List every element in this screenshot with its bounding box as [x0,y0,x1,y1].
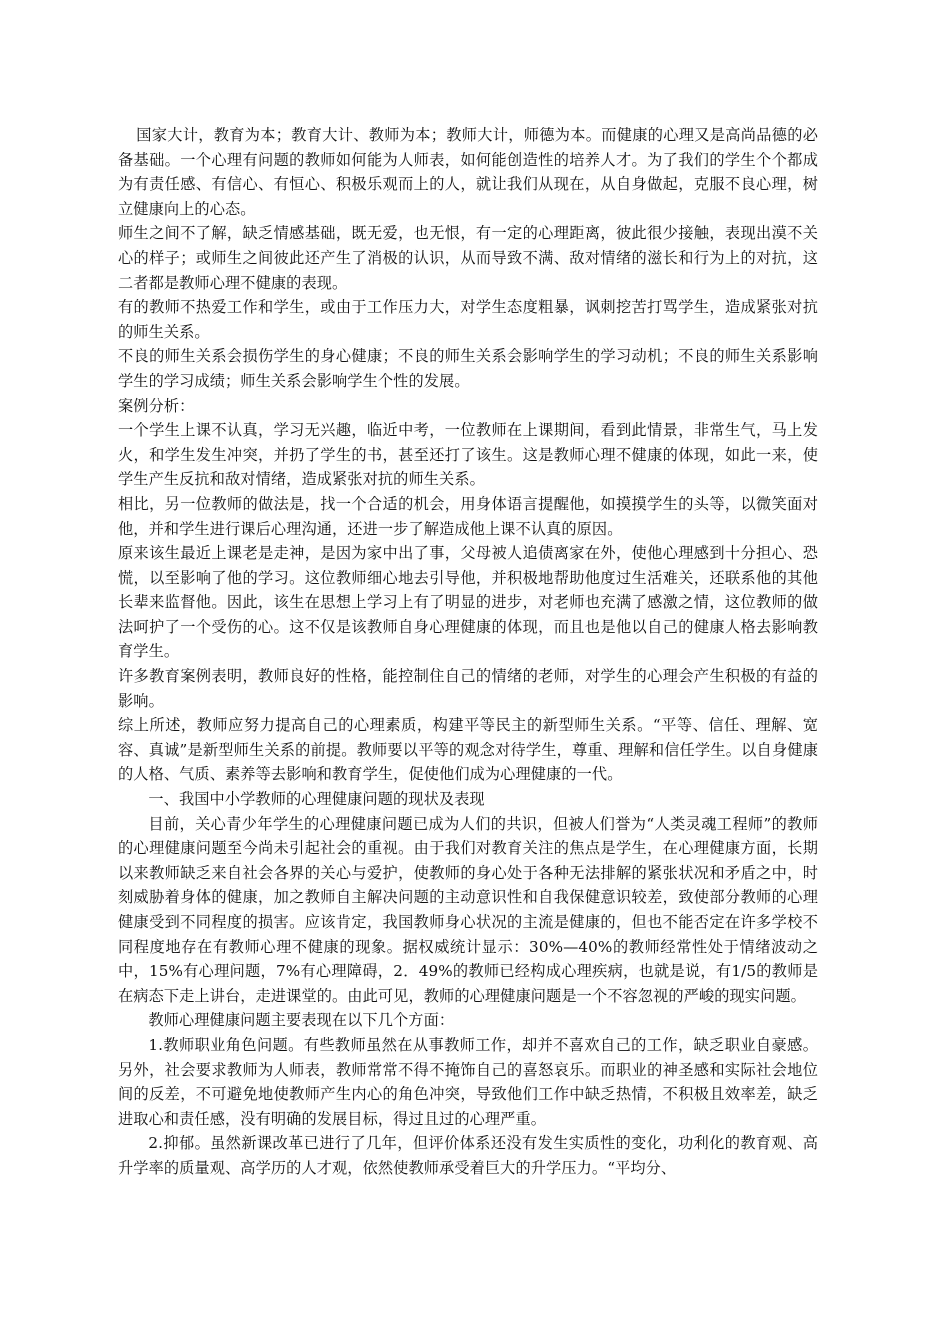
paragraph: 师生之间不了解，缺乏情感基础，既无爱，也无恨，有一定的心理距离，彼此很少接触，表现出漠不关心的样子；或师生之间彼此还产生了消极的认识，从而导致不满、敌对情绪的滋长和行为上的对抗，这二者都是教师心理不健康的表现。 [118,224,818,292]
paragraph: 1.教师职业角色问题。有些教师虽然在从事教师工作，却并不喜欢自己的工作，缺乏职业自豪感。另外，社会要求教师为人师表，教师常常不得不掩饰自己的喜怒哀乐。而职业的神圣感和实际社会地位间的反差，不可避免地使教师产生内心的角色冲突，导致他们工作中缺乏热情，不积极且效率差，缺乏进取心和责任感，没有明确的发展目标，得过且过的心理严重。 [118,1035,818,1128]
paragraph: 不良的师生关系会损伤学生的身心健康；不良的师生关系会影响学生的学习动机；不良的师生关系影响学生的学习成绩；师生关系会影响学生个性的发展。 [118,347,818,390]
paragraph: 原来该生最近上课老是走神，是因为家中出了事，父母被人追债离家在外，使他心理感到十分担心、恐慌，以至影响了他的学习。这位教师细心地去引导他，并积极地帮助他度过生活难关，还联系他的其他长辈来监督他。因此，该生在思想上学习上有了明显的进步，对老师也充满了感激之情，这位教师的做法呵护了一个受伤的心。这不仅是该教师自身心理健康的体现，而且也是他以自己的健康人格去影响教育学生。 [118,544,818,661]
paragraph: 许多教育案例表明，教师良好的性格，能控制住自己的情绪的老师，对学生的心理会产生积极的有益的影响。 [118,667,818,710]
paragraph: 国家大计，教育为本；教育大计、教师为本；教师大计，师德为本。而健康的心理又是高尚品德的必备基础。一个心理有问题的教师如何能为人师表，如何能创造性的培养人才。为了我们的学生个个都成为有责任感、有信心、有恒心、积极乐观而上的人，就让我们从现在，从自身做起，克服不良心理，树立健康向上的心态。 [118,126,818,218]
section-label: 案例分析： [118,396,195,415]
document-page [118,123,818,1181]
paragraph: 2.抑郁。虽然新课改革已进行了几年，但评价体系还没有发生实质性的变化，功利化的教育观、高升学率的质量观、高学历的人才观，依然使教师承受着巨大的升学压力。“平均分、 [118,1134,818,1177]
paragraph: 相比，另一位教师的做法是，找一个合适的机会，用身体语言提醒他，如摸摸学生的头等，以微笑面对他，并和学生进行课后心理沟通，还进一步了解造成他上课不认真的原因。 [118,494,818,538]
section-heading: 一、我国中小学教师的心理健康问题的现状及表现 [148,790,485,809]
paragraph: 教师心理健康问题主要表现在以下几个方面： [148,1011,455,1030]
paragraph: 目前，关心青少年学生的心理健康问题已成为人们的共识，但被人们誉为“人类灵魂工程师”的教师的心理健康问题至今尚未引起社会的重视。由于我们对教育关注的焦点是学生，在心理健康方面，长期以来教师缺乏来自社会各界的关心与爱护，使教师的身心处于各种无法排解的紧张状况和矛盾之中，时刻威胁着身体的健康，加之教师自主解决问题的主动意识性和自我保健意识较差，致使部分教师的心理健康受到不同程度的损害。应该肯定，我国教师身心状况的主流是健康的，但也不能否定在许多学校不同程度地存在有教师心理不健康的现象。据权威统计显示：30%—40%的教师经常性处于情绪波动之中，15%有心理问题，7%有心理障碍，2．49%的教师已经构成心理疾病，也就是说，有1/5的教师是在病态下走上讲台，走进课堂的。由此可见，教师的心理健康问题是一个不容忽视的严峻的现实问题。 [118,814,818,1005]
paragraph: 有的教师不热爱工作和学生，或由于工作压力大，对学生态度粗暴，讽刺挖苦打骂学生，造成紧张对抗的师生关系。 [118,298,818,341]
paragraph: 一个学生上课不认真，学习无兴趣，临近中考，一位教师在上课期间，看到此情景，非常生气，马上发火，和学生发生冲突，并扔了学生的书，甚至还打了该生。这是教师心理不健康的体现，如此一来，使学生产生反抗和敌对情绪，造成紧张对抗的师生关系。 [118,421,818,489]
paragraph: 综上所述，教师应努力提高自己的心理素质，构建平等民主的新型师生关系。“平等、信任、理解、宽容、真诚”是新型师生关系的前提。教师要以平等的观念对待学生，尊重、理解和信任学生。以自身健康的人格、气质、素养等去影响和教育学生，促使他们成为心理健康的一代。 [118,716,818,784]
